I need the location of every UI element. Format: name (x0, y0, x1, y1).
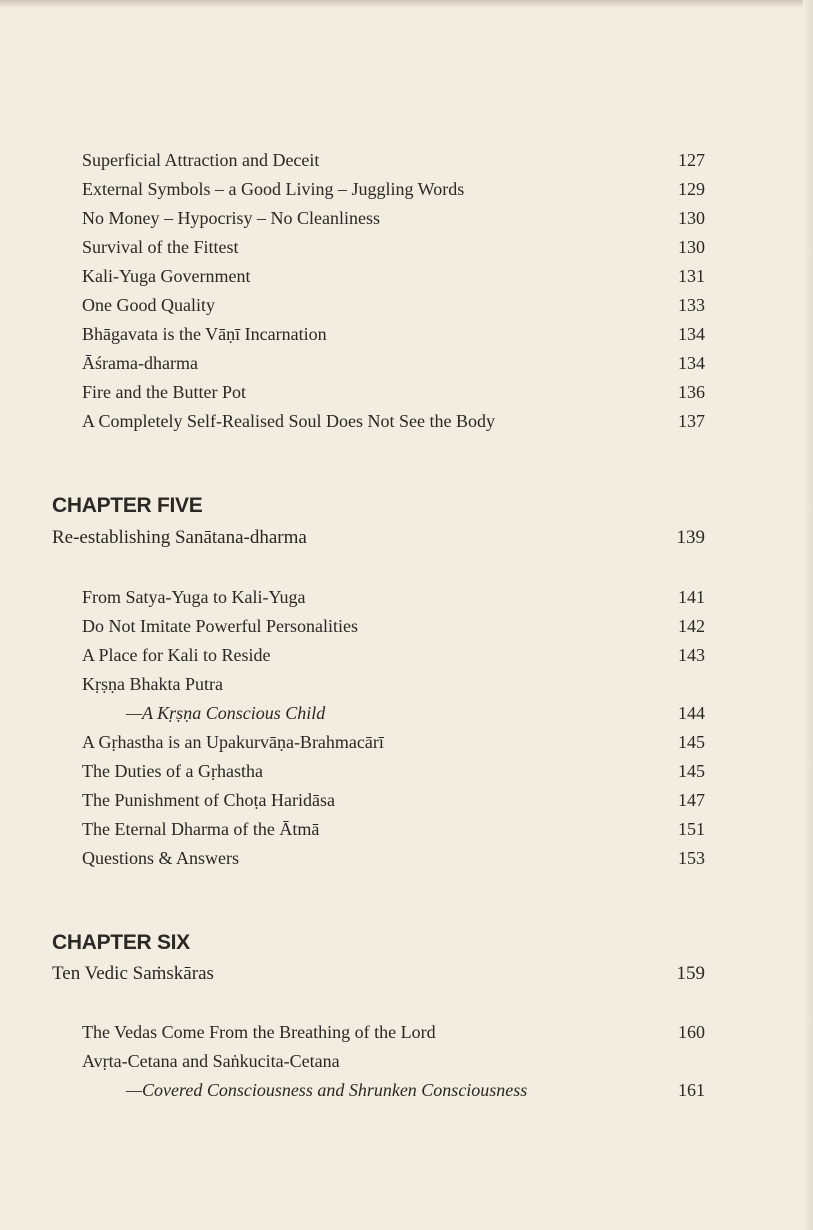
toc-entry (82, 699, 705, 727)
subtitle-title: Ten Vedic Saṁskāras (52, 963, 214, 984)
toc-entry (82, 349, 705, 377)
entry-title: No Money – Hypocrisy – No Cleanliness (82, 208, 380, 228)
entry-title: The Eternal Dharma of the Ātmā (82, 819, 320, 839)
entry-page: 145 (678, 732, 705, 752)
entry-page: 142 (678, 616, 705, 636)
entry-page: 143 (678, 645, 705, 665)
entry-title: The Duties of a Gṛhastha (82, 761, 263, 781)
toc-entry (82, 233, 705, 261)
toc-entry (82, 583, 705, 611)
toc-entry (82, 844, 705, 872)
entry-title: Do Not Imitate Powerful Personalities (82, 616, 358, 636)
entry-title: The Vedas Come From the Breathing of the Lord (82, 1022, 436, 1042)
entry-page: 130 (678, 237, 705, 257)
toc-entry (82, 1018, 705, 1046)
entry-title: —Covered Consciousness and Shrunken Consciousness (126, 1080, 528, 1100)
toc-entry (82, 641, 705, 669)
toc-entry (82, 204, 705, 232)
entry-page: 130 (678, 208, 705, 228)
entry-title: A Completely Self-Realised Soul Does Not See the Body (82, 411, 495, 431)
entry-title: A Gṛhastha is an Upakurvāṇa-Brahmacārī (82, 732, 384, 752)
chapter-subtitle (52, 960, 705, 988)
entry-title: Avṛta-Cetana and Saṅkucita-Cetana (82, 1051, 340, 1071)
toc-entry (82, 815, 705, 843)
toc-entry (82, 146, 705, 174)
entry-page: 129 (678, 179, 705, 199)
entry-title: Kali-Yuga Government (82, 266, 251, 286)
entry-title: Fire and the Butter Pot (82, 382, 246, 402)
entry-title: Survival of the Fittest (82, 237, 239, 257)
toc-entry (82, 378, 705, 406)
page-right-edge (803, 0, 813, 1230)
entry-page: 161 (678, 1080, 705, 1100)
entry-page: 134 (678, 324, 705, 344)
entry-page: 137 (678, 411, 705, 431)
chapter-heading: CHAPTER FIVE (52, 494, 203, 517)
entry-title: External Symbols – a Good Living – Juggling Words (82, 179, 465, 199)
entry-page: 153 (678, 848, 705, 868)
toc-entry (82, 407, 705, 435)
toc-entry (82, 175, 705, 203)
entry-page: 145 (678, 761, 705, 781)
toc-entry (82, 262, 705, 290)
toc-entry (82, 291, 705, 319)
toc-entry (82, 612, 705, 640)
subtitle-title: Re-establishing Sanātana-dharma (52, 527, 307, 548)
entry-title: A Place for Kali to Reside (82, 645, 271, 665)
page-top-edge (0, 0, 813, 8)
subtitle-page: 159 (676, 963, 705, 984)
subtitle-page: 139 (676, 527, 705, 548)
entry-page: 134 (678, 353, 705, 373)
entry-title: —A Kṛṣṇa Conscious Child (126, 703, 326, 723)
toc-entry (82, 670, 705, 698)
entry-page: 133 (678, 295, 705, 315)
entry-title: Āśrama-dharma (82, 353, 198, 373)
entry-page: 136 (678, 382, 705, 402)
toc-entry (82, 320, 705, 348)
entry-page: 131 (678, 266, 705, 286)
chapter-heading: CHAPTER SIX (52, 931, 190, 954)
entry-title: The Punishment of Choṭa Haridāsa (82, 790, 335, 810)
toc-entry (82, 1076, 705, 1104)
chapter-subtitle (52, 524, 705, 552)
entry-page: 141 (678, 587, 705, 607)
entry-title: From Satya-Yuga to Kali-Yuga (82, 587, 306, 607)
entry-page: 144 (678, 703, 705, 723)
entry-page: 147 (678, 790, 705, 810)
toc-entry (82, 786, 705, 814)
toc-entry (82, 728, 705, 756)
entry-title: Questions & Answers (82, 848, 239, 868)
entry-page: 151 (678, 819, 705, 839)
entry-page: 160 (678, 1022, 705, 1042)
toc-entry (82, 1047, 705, 1075)
toc-entry (82, 757, 705, 785)
entry-page: 127 (678, 150, 705, 170)
entry-title: Bhāgavata is the Vāṇī Incarnation (82, 324, 327, 344)
entry-title: Kṛṣṇa Bhakta Putra (82, 674, 223, 694)
entry-title: Superficial Attraction and Deceit (82, 150, 320, 170)
entry-title: One Good Quality (82, 295, 215, 315)
